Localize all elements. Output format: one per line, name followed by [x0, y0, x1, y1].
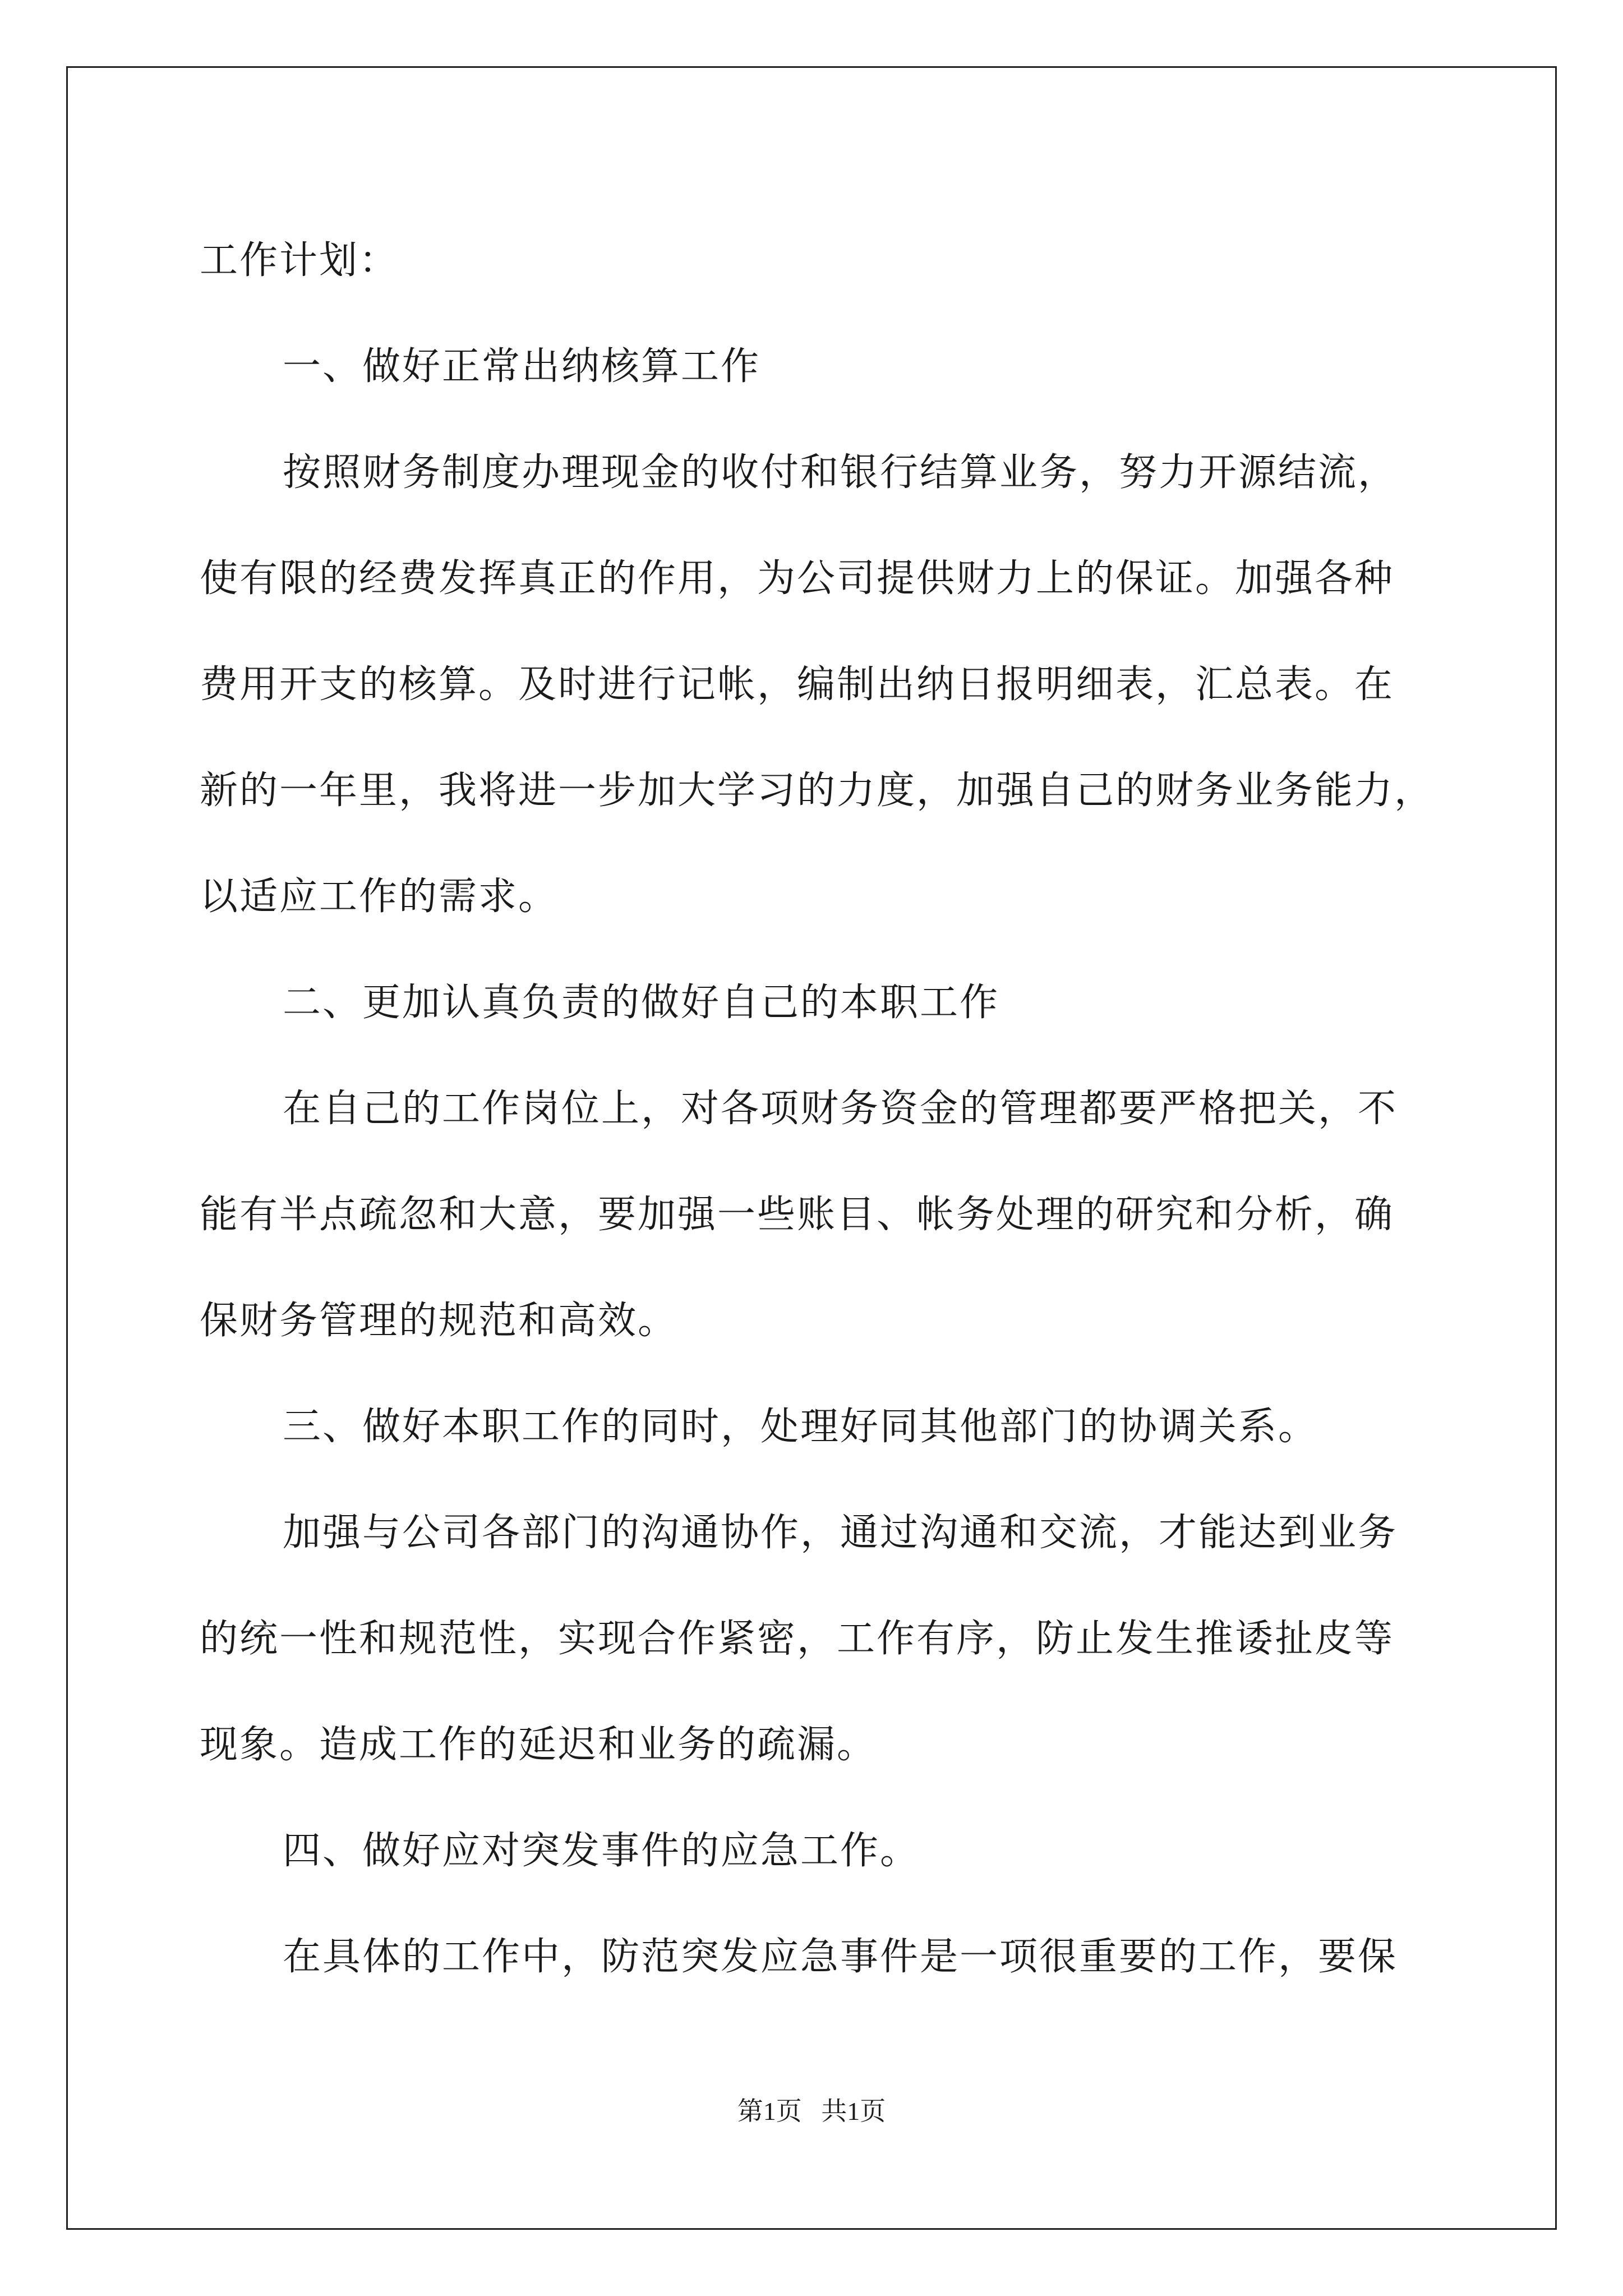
section-heading-4: 四、做好应对突发事件的应急工作。	[283, 1829, 920, 1873]
paragraph-line: 新的一年里，我将进一步加大学习的力度，加强自己的财务业务能力，	[200, 769, 1435, 813]
paragraph-line: 使有限的经费发挥真正的作用，为公司提供财力上的保证。加强各种	[200, 556, 1395, 601]
document-heading: 工作计划：	[200, 238, 399, 283]
page-number-footer: 第1页 共1页	[737, 2097, 886, 2125]
paragraph-line: 现象。造成工作的延迟和业务的疏漏。	[200, 1723, 877, 1767]
section-heading-1: 一、做好正常出纳核算工作	[283, 344, 761, 389]
paragraph-line: 以适应工作的需求。	[200, 875, 559, 919]
paragraph-line: 费用开支的核算。及时进行记帐，编制出纳日报明细表，汇总表。在	[200, 662, 1395, 707]
paragraph-line: 的统一性和规范性，实现合作紧密，工作有序，防止发生推诿扯皮等	[200, 1617, 1395, 1661]
paragraph-line: 在具体的工作中，防范突发应急事件是一项很重要的工作，要保	[283, 1935, 1398, 1979]
section-heading-3: 三、做好本职工作的同时，处理好同其他部门的协调关系。	[283, 1405, 1318, 1449]
paragraph-line: 加强与公司各部门的沟通协作，通过沟通和交流，才能达到业务	[283, 1511, 1398, 1555]
paragraph-line: 能有半点疏忽和大意，要加强一些账目、帐务处理的研究和分析，确	[200, 1193, 1395, 1237]
paragraph-line: 保财务管理的规范和高效。	[200, 1299, 678, 1343]
document-body	[200, 208, 1459, 2010]
section-heading-2: 二、更加认真负责的做好自己的本职工作	[283, 981, 1000, 1025]
paragraph-line: 按照财务制度办理现金的收付和银行结算业务，努力开源结流，	[283, 450, 1398, 495]
paragraph-line: 在自己的工作岗位上，对各项财务资金的管理都要严格把关，不	[283, 1087, 1398, 1131]
